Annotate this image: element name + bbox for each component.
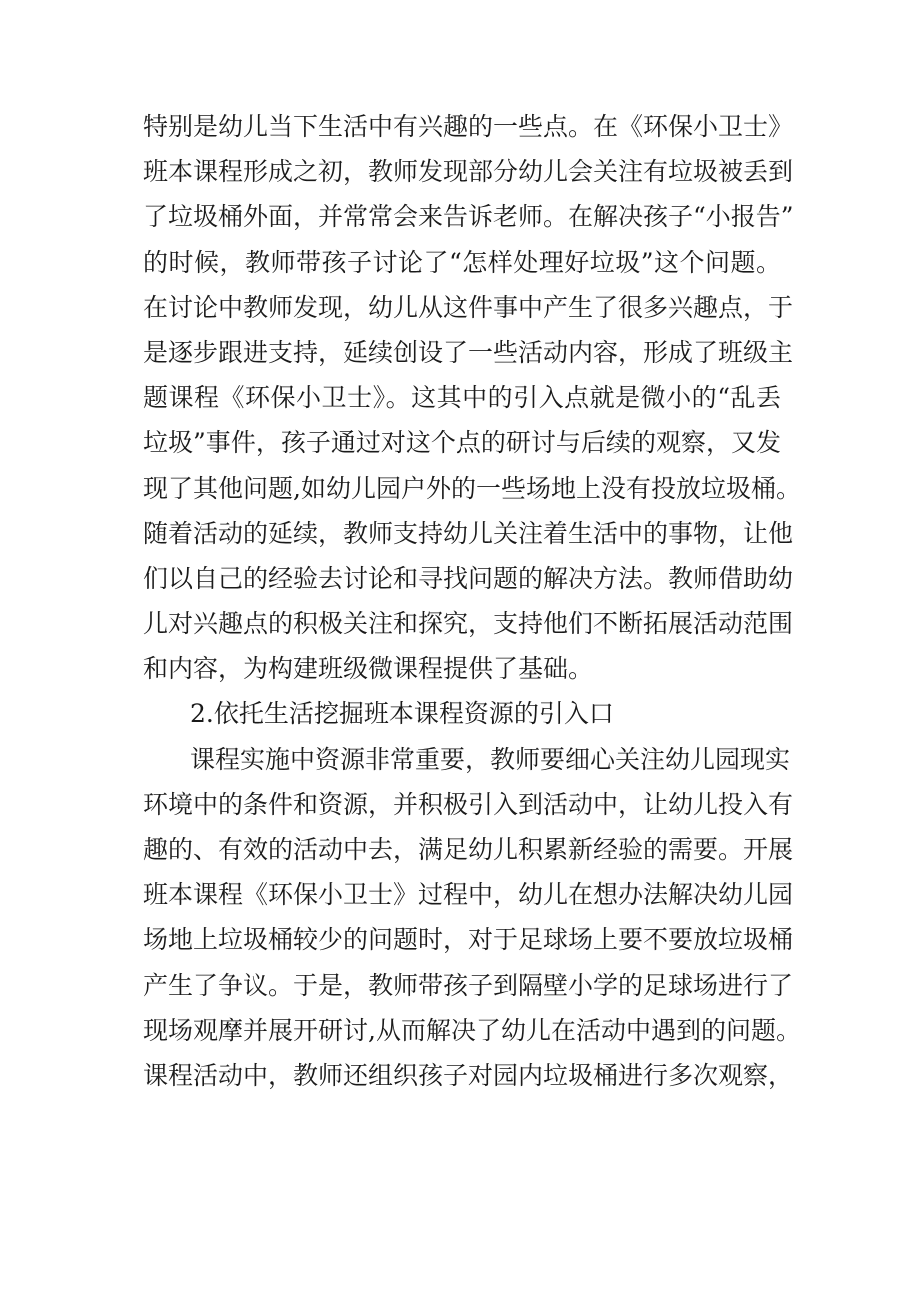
text-line: 和内容，为构建班级微课程提供了基础。 — [143, 654, 594, 684]
text-line: 儿对兴趣点的积极关注和探究，支持他们不断拓展活动范围 — [143, 609, 794, 639]
text-line: 课程实施中资源非常重要，教师要细心关注幼儿园现实 — [190, 744, 791, 774]
text-line: 趣的、有效的活动中去，满足幼儿积累新经验的需要。开展 — [143, 835, 794, 864]
text-line: 现了其他问题,如幼儿园户外的一些场地上没有投放垃圾桶。 — [143, 473, 801, 503]
text-line: 在讨论中教师发现，幼儿从这件事中产生了很多兴趣点，于 — [143, 292, 794, 322]
text-line: 场地上垃圾桶较少的问题时，对于足球场上要不要放垃圾桶 — [143, 925, 794, 955]
text-line: 是逐步跟进支持，延续创设了一些活动内容，形成了班级主 — [143, 337, 794, 367]
text-line: 课程活动中，教师还组织孩子对园内垃圾桶进行多次观察， — [143, 1060, 794, 1090]
text-line: 环境中的条件和资源，并积极引入到活动中，让幼儿投入有 — [143, 789, 794, 819]
text-line: 们以自己的经验去讨论和寻找问题的解决方法。教师借助幼 — [143, 563, 794, 593]
body-text — [143, 104, 801, 1098]
text-line: 了垃圾桶外面，并常常会来告诉老师。在解决孩子“小报告” — [143, 202, 794, 232]
text-line: 现场观摩并展开研讨,从而解决了幼儿在活动中遇到的问题。 — [143, 1015, 801, 1045]
section-heading: 2.依托生活挖掘班本课程资源的引入口 — [190, 699, 614, 729]
text-line: 垃圾”事件，孩子通过对这个点的研讨与后续的观察，又发 — [143, 428, 781, 458]
text-line: 班本课程形成之初，教师发现部分幼儿会关注有垃圾被丢到 — [143, 157, 794, 187]
text-line: 特别是幼儿当下生活中有兴趣的一些点。在《环保小卫士》 — [143, 112, 794, 141]
text-line: 产生了争议。于是，教师带孩子到隔壁小学的足球场进行了 — [143, 970, 794, 1000]
text-line: 随着活动的延续，教师支持幼儿关注着生活中的事物，让他 — [143, 518, 794, 548]
text-line: 班本课程《环保小卫士》过程中，幼儿在想办法解决幼儿园 — [143, 880, 794, 910]
text-line: 的时候，教师带孩子讨论了“怎样处理好垃圾”这个问题。 — [143, 247, 781, 277]
text-line: 题课程《环保小卫士》。这其中的引入点就是微小的“乱丢 — [143, 383, 781, 413]
